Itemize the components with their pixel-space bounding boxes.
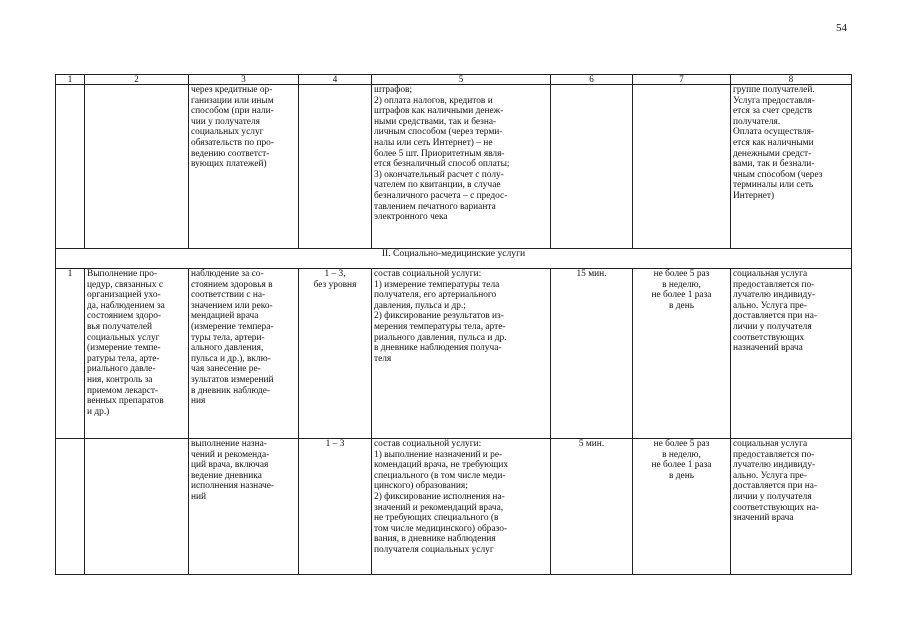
- cell-frequency: не более 5 раз в неделю, не более 1 раза в день: [633, 269, 731, 439]
- cell-service-name: [85, 85, 189, 249]
- column-number-row: [56, 75, 852, 85]
- table-row-continuation: [56, 85, 852, 249]
- cell-frequency: не более 5 раз в неделю, не более 1 раза в день: [633, 439, 731, 575]
- column-number: 7: [633, 75, 731, 85]
- section-title: II. Социально-медицинские услуги: [56, 249, 852, 269]
- cell-duration: 15 мин.: [551, 269, 633, 439]
- column-number: 5: [372, 75, 551, 85]
- cell-conditions: социальная услуга предоставляется по- лучателю индивиду- ально. Услуга пре- доставляется при на- личии у получателя соответствующих на- значений врача: [731, 439, 852, 575]
- cell-service-content: штрафов; 2) оплата налогов, кредитов и штрафов как наличными денеж- ными средствами, так и безна- личным способом (через терми- налы или сеть Интернет) – не более 5 шт. Приоритетным явля- ется безналичный способ оплаты; 3) окончательный расчет с полу- чателем по квитанции, в случае безналичного расчета – с предос- тавлением печатного варианта электронного чека: [372, 85, 551, 249]
- cell-service-description: выполнение назна- чений и рекоменда- ций врача, включая ведение дневника исполнения назначе- ний: [189, 439, 299, 575]
- cell-number: [56, 439, 85, 575]
- cell-service-description: через кредитные ор- ганизации или иным способом (при нали- чии у получателя социальных услуг обязательств по про- ведению соответст- вующих платежей): [189, 85, 299, 249]
- cell-conditions: группе получателей. Услуга предоставля- ется за счет средств получателя. Оплата осуществля- ется как наличными денежными средст- вами, так и безнали- чным способом (через терминалы или сеть Интернет): [731, 85, 852, 249]
- column-number: 6: [551, 75, 633, 85]
- cell-number: 1: [56, 269, 85, 439]
- table-row: [56, 269, 852, 439]
- cell-conditions: социальная услуга предоставляется по- лучателю индивиду- ально. Услуга пре- доставляется при на- личии у получателя соответствующих назначений врача: [731, 269, 852, 439]
- cell-service-description: наблюдение за со- стоянием здоровья в соответствии с на- значением или реко- мендацией врача (измерение темпера- туры тела, артери- ального давления, пульса и др.), вклю- чая занесение ре- зультатов измерений в дневник наблюде- ния: [189, 269, 299, 439]
- cell-level: [299, 85, 372, 249]
- cell-duration: [551, 85, 633, 249]
- column-number: 2: [85, 75, 189, 85]
- services-table: [55, 74, 852, 575]
- column-number: 1: [56, 75, 85, 85]
- cell-service-content: состав социальной услуги: 1) измерение температуры тела получателя, его артериального давления, пульса и др.; 2) фиксирование результатов из- мерения температуры тела, арте- риального давления, пульса и др. в дневнике наблюдения получа- теля: [372, 269, 551, 439]
- column-number: 4: [299, 75, 372, 85]
- cell-level: 1 – 3, без уровня: [299, 269, 372, 439]
- cell-service-name: [85, 439, 189, 575]
- cell-number: [56, 85, 85, 249]
- cell-frequency: [633, 85, 731, 249]
- column-number: 3: [189, 75, 299, 85]
- cell-level: 1 – 3: [299, 439, 372, 575]
- cell-duration: 5 мин.: [551, 439, 633, 575]
- cell-service-content: состав социальной услуги: 1) выполнение назначений и ре- комендаций врача, не требующих специального (в том числе меди- цинского) образования; 2) фиксирование исполнения на- значений и рекомендаций врача, не требующих специального (в том числе медицинского) образо- вания, в дневнике наблюдения получателя социальных услуг: [372, 439, 551, 575]
- page-number: 54: [836, 22, 847, 34]
- table-row: [56, 439, 852, 575]
- column-number: 8: [731, 75, 852, 85]
- section-row: [56, 249, 852, 269]
- cell-service-name: Выполнение про- цедур, связанных с организацией ухо- да, наблюдением за состоянием здоро- вья получателей социальных услуг (измерение темпе- ратуры тела, арте- риального давле- ния, контроль за приемом лекарст- венных препаратов и др.): [85, 269, 189, 439]
